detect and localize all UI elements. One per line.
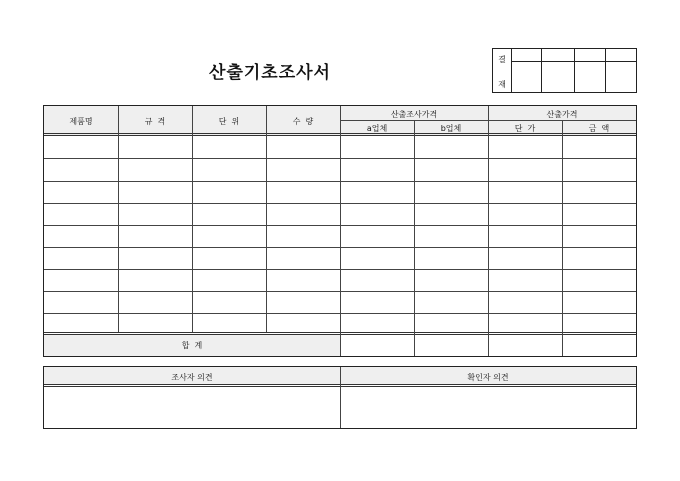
- header-product: 제품명: [69, 117, 93, 126]
- header-unit-price: 단 가: [514, 124, 536, 133]
- header-unit: 단 위: [218, 117, 240, 126]
- page-title: 산출기초조사서: [209, 63, 331, 83]
- approval-box: [492, 48, 637, 93]
- price-survey-table: [43, 105, 637, 357]
- approval-label-top: 결: [498, 55, 506, 64]
- header-vendor-b: b업체: [440, 124, 462, 133]
- header-vendor-a: a업체: [366, 124, 388, 133]
- approval-label-bottom: 재: [498, 80, 506, 89]
- header-spec: 규 격: [144, 117, 166, 126]
- surveyor-opinion-label: 조사자 의견: [171, 373, 213, 382]
- confirmer-opinion-label: 확인자 의견: [467, 373, 509, 382]
- total-label: 합 계: [181, 341, 203, 350]
- header-amount: 금 액: [588, 124, 610, 133]
- opinion-table: [43, 366, 637, 429]
- header-survey-price-group: 산출조사가격: [390, 110, 438, 119]
- header-calculated-price-group: 산출가격: [546, 110, 578, 119]
- header-quantity: 수 량: [292, 117, 314, 126]
